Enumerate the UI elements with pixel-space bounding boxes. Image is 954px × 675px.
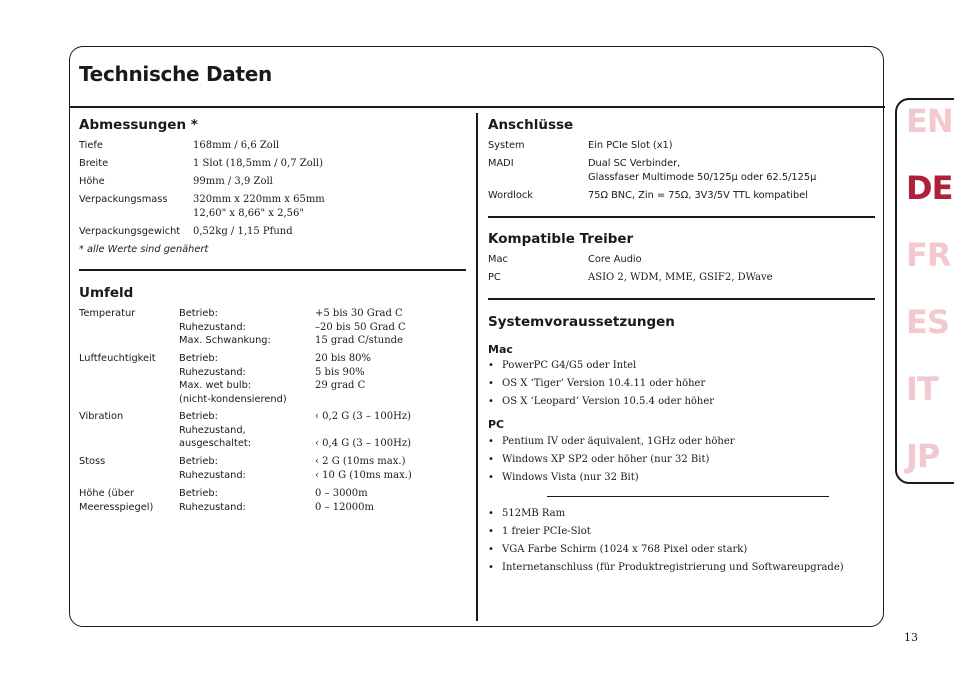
dimension-value: 1 Slot (18,5mm / 0,7 Zoll) — [193, 158, 324, 169]
environment-label: Luftfeuchtigkeit — [79, 353, 156, 364]
driver-value: ASIO 2, WDM, MME, GSIF2, DWave — [588, 272, 773, 283]
environment-values: ‹ 0,2 G (3 – 100Hz) ‹ 0,4 G (3 – 100Hz) — [315, 411, 412, 449]
title-divider — [70, 106, 885, 108]
environment-label: Stoss — [79, 456, 106, 467]
dimension-label: Verpackungsgewicht — [79, 226, 181, 237]
list-item: • 1 freier PCIe-Slot — [488, 525, 873, 538]
dimension-label: Tiefe — [79, 140, 103, 151]
system-heading: Systemvoraussetzungen — [488, 314, 675, 330]
dimension-label: Breite — [79, 158, 109, 169]
connection-value: Dual SC Verbinder, Glassfaser Multimode 50/125µ oder 62.5/125µ — [588, 158, 817, 183]
section-divider — [488, 216, 875, 218]
environment-conditions: Betrieb: Ruhezustand, ausgeschaltet: — [179, 411, 251, 449]
driver-platform: PC — [488, 272, 501, 283]
list-item: • OS X ‘Leopard’ Version 10.5.4 oder höher — [488, 395, 868, 408]
list-item: • Pentium IV oder äquivalent, 1GHz oder höher — [488, 435, 868, 448]
environment-conditions: Betrieb: Ruhezustand: Max. wet bulb: (nicht-kondensierend) — [179, 353, 287, 405]
language-fr[interactable]: FR — [906, 236, 951, 274]
environment-values: +5 bis 30 Grad C –20 bis 50 Grad C 15 grad C/stunde — [315, 308, 406, 346]
environment-conditions: Betrieb: Ruhezustand: — [179, 488, 246, 513]
language-de[interactable]: DE — [906, 169, 953, 207]
section-divider — [79, 269, 466, 271]
dimension-value: 99mm / 3,9 Zoll — [193, 176, 273, 187]
approximation-note: * alle Werte sind genähert — [79, 244, 209, 255]
dimension-value: 168mm / 6,6 Zoll — [193, 140, 280, 151]
connection-value: Ein PCIe Slot (x1) — [588, 140, 673, 151]
list-item: • Windows XP SP2 oder höher (nur 32 Bit) — [488, 453, 868, 466]
column-divider — [476, 113, 478, 621]
environment-label: Temperatur — [79, 308, 136, 319]
language-en[interactable]: EN — [906, 102, 953, 140]
list-item: • Internetanschluss (für Produktregistrierung und Softwareupgrade) — [488, 561, 873, 574]
environment-label: Höhe (über Meeresspiegel) — [79, 488, 154, 513]
treiber-heading: Kompatible Treiber — [488, 231, 634, 247]
connection-value: 75Ω BNC, Zin = 75Ω, 3V3/5V TTL kompatibel — [588, 190, 808, 201]
umfeld-heading: Umfeld — [79, 285, 134, 301]
list-item: • Windows Vista (nur 32 Bit) — [488, 471, 868, 484]
list-item: • OS X ‘Tiger’ Version 10.4.11 oder höher — [488, 377, 868, 390]
environment-values: 0 – 3000m 0 – 12000m — [315, 488, 375, 513]
anschluesse-heading: Anschlüsse — [488, 117, 574, 133]
list-item: • VGA Farbe Schirm (1024 x 768 Pixel oder stark) — [488, 543, 873, 556]
list-item: • 512MB Ram — [488, 507, 873, 520]
driver-platform: Mac — [488, 254, 508, 265]
pc-subheading: PC — [488, 418, 505, 431]
environment-conditions: Betrieb: Ruhezustand: Max. Schwankung: — [179, 308, 271, 346]
environment-conditions: Betrieb: Ruhezustand: — [179, 456, 246, 481]
language-es[interactable]: ES — [906, 303, 949, 341]
language-jp[interactable]: JP — [906, 437, 940, 475]
driver-value: Core Audio — [588, 254, 642, 265]
pc-requirements-list — [488, 435, 868, 489]
dimension-value: 320mm x 220mm x 65mm 12,60" x 8,66" x 2,56" — [193, 194, 325, 219]
list-item: • PowerPC G4/G5 oder Intel — [488, 359, 868, 372]
abmessungen-heading: Abmessungen * — [79, 117, 198, 133]
general-requirements-list — [488, 507, 873, 579]
page-title: Technische Daten — [79, 62, 272, 86]
language-it[interactable]: IT — [906, 370, 938, 408]
mac-subheading: Mac — [488, 343, 513, 356]
connection-label: MADI — [488, 158, 514, 169]
environment-values: 20 bis 80% 5 bis 90% 29 grad C — [315, 353, 372, 391]
page-number: 13 — [904, 631, 918, 644]
environment-label: Vibration — [79, 411, 124, 422]
dimension-label: Höhe — [79, 176, 105, 187]
language-tab — [895, 98, 954, 484]
list-divider — [547, 496, 829, 497]
mac-requirements-list — [488, 359, 868, 413]
dimension-value: 0,52kg / 1,15 Pfund — [193, 226, 293, 237]
environment-values: ‹ 2 G (10ms max.) ‹ 10 G (10ms max.) — [315, 456, 412, 481]
dimension-label: Verpackungsmass — [79, 194, 168, 205]
connection-label: System — [488, 140, 525, 151]
section-divider — [488, 298, 875, 300]
connection-label: Wordlock — [488, 190, 533, 201]
